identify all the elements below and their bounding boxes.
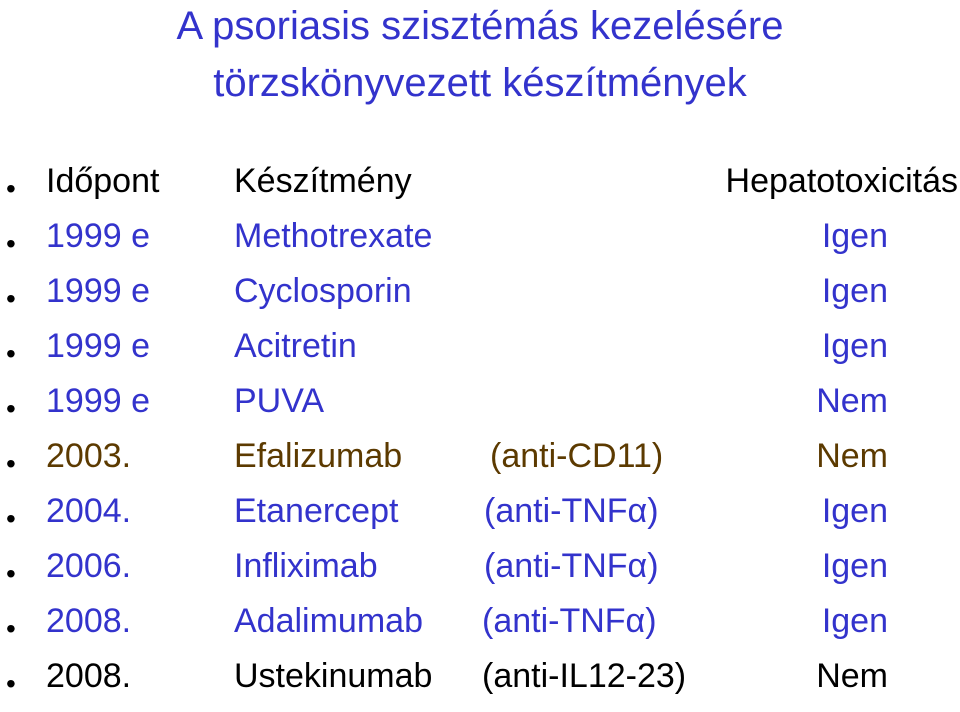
bullet-icon: • [6,558,16,589]
row-year: 2006. [46,547,132,585]
row-drug: Infliximab [234,547,378,585]
bullet-icon: • [6,228,16,259]
bullet-icon: • [6,503,16,534]
row-hepatotoxicity: Igen [821,602,888,640]
row-drug: Adalimumab [234,602,423,640]
row-drug: Etanercept [234,492,399,530]
table-row [0,436,960,492]
table-row [0,546,960,602]
row-year: 2008. [46,657,132,695]
bullet-icon: • [6,613,16,644]
header-drug: Készítmény [234,162,412,200]
row-drug: Acitretin [234,327,357,365]
row-hepatotoxicity: Igen [821,272,888,310]
bullet-icon: • [6,173,16,204]
row-hepatotoxicity: Igen [821,547,888,585]
row-hepatotoxicity: Nem [816,657,888,695]
row-target: (anti-IL12-23) [482,657,687,695]
row-year: 2008. [46,602,132,640]
table-row [0,491,960,547]
row-hepatotoxicity: Igen [821,492,888,530]
row-hepatotoxicity: Nem [816,382,888,420]
table-row [0,216,960,272]
row-drug: Efalizumab [234,437,403,475]
row-target: (anti-TNFα) [484,492,659,530]
bullet-icon: • [6,448,16,479]
row-target: (anti-TNFα) [484,547,659,585]
title-line-2: törzskönyvezett készítmények [213,61,747,105]
row-hepatotoxicity: Nem [816,437,888,475]
row-target: (anti-TNFα) [482,602,657,640]
table-row [0,326,960,382]
title-line-1: A psoriasis szisztémás kezelésére [176,4,784,48]
row-year: 1999 e [46,272,150,310]
row-drug: PUVA [234,382,325,420]
row-hepatotoxicity: Igen [821,217,888,255]
table-row [0,656,960,712]
row-drug: Cyclosporin [234,272,412,310]
row-year: 1999 e [46,327,150,365]
row-hepatotoxicity: Igen [821,327,888,365]
bullet-icon: • [6,283,16,314]
row-year: 2003. [46,437,132,475]
table-row [0,601,960,657]
row-year: 1999 e [46,382,150,420]
row-drug: Ustekinumab [234,657,433,695]
bullet-icon: • [6,668,16,699]
row-year: 1999 e [46,217,150,255]
bullet-icon: • [6,393,16,424]
bullet-icon: • [6,338,16,369]
header-year: Időpont [46,162,160,200]
row-target: (anti-CD11) [490,437,664,475]
table-header-row [0,161,960,217]
header-hepatotoxicity: Hepatotoxicitás [725,162,958,200]
row-year: 2004. [46,492,132,530]
row-drug: Methotrexate [234,217,433,255]
table-row [0,381,960,437]
table-row [0,271,960,327]
